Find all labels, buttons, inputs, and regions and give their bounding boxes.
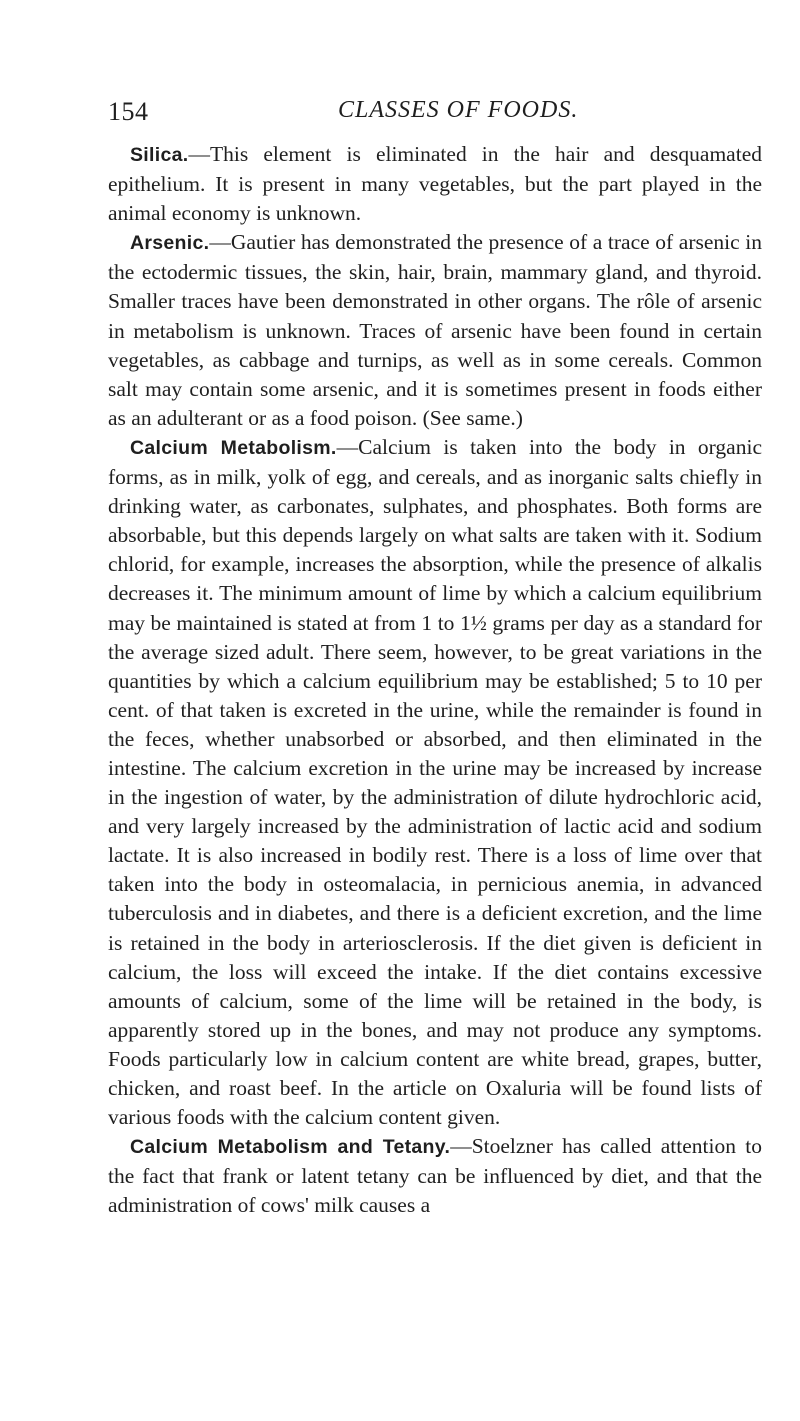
section-heading-calcium-metabolism: Calcium Metabolism. <box>130 436 337 459</box>
section-heading-arsenic: Arsenic. <box>130 232 210 255</box>
paragraph-text: —Gautier has demonstrated the presence of a trace of arsenic in the ectodermic tissues, the skin, hair, brain, mammary gland, and thyroid. Smaller traces have been demonstrated in other organs. The rôle of arsenic in metabolism is unknown. Traces of arsenic have been found in certain vegetables, as cabbage and turnips, as well as in some cereals. Common salt may contain some arsenic, and it is sometimes present in foods either as an adulterant or as a food poison. (See same.) <box>108 230 762 430</box>
section-heading-calcium-tetany: Calcium Metabolism and Tetany. <box>130 1136 451 1159</box>
body-text <box>108 140 762 1220</box>
paragraph-calcium-tetany <box>108 1132 762 1220</box>
paragraph-calcium-metabolism <box>108 433 762 1132</box>
paragraph-silica <box>108 140 762 228</box>
page-number: 154 <box>108 97 149 126</box>
paragraph-text: —Stoelzner has called attention to the fact that frank or latent tetany can be influenced by diet, and that the administration of cows' milk causes a <box>108 1134 762 1218</box>
paragraph-arsenic <box>108 228 762 433</box>
paragraph-text: —This element is eliminated in the hair and desquamated epithelium. It is present in many vegetables, but the part played in the animal economy is unknown. <box>108 142 762 226</box>
running-head: CLASSES OF FOODS. <box>338 97 579 123</box>
page-header <box>108 97 768 137</box>
section-heading-silica: Silica. <box>130 144 189 166</box>
paragraph-text: —Calcium is taken into the body in organic forms, as in milk, yolk of egg, and cereals, and as inorganic salts chiefly in drinking water, as carbonates, sulphates, and phosphates. Both forms are absorbable, but this depends largely on what salts are taken with it. Sodium chlorid, for example, increases the absorption, while the presence of alkalis decreases it. The minimum amount of lime by which a calcium equilibrium may be maintained is stated at from 1 to 1½ grams per day as a standard for the average sized adult. There seem, however, to be great variations in the quantities by which a calcium equilibrium may be established; 5 to 10 per cent. of that taken is excreted in the urine, while the remainder is found in the feces, whether unabsorbed or absorbed, and then eliminated in the intestine. The calcium excretion in the urine may be increased by increase in the ingestion of water, by the administration of dilute hydrochloric acid, and very largely increased by the administration of lactic acid and sodium lactate. It is also increased in bodily rest. There is a loss of lime over that taken into the body in osteomalacia, in pernicious anemia, in advanced tuberculosis and in diabetes, and there is a deficient excretion, and the lime is retained in the body in arteriosclerosis. If the diet given is deficient in calcium, the loss will exceed the intake. If the diet contains excessive amounts of calcium, some of the lime will be retained in the body, is apparently stored up in the bones, and may not produce any symptoms. Foods particularly low in calcium content are white bread, grapes, butter, chicken, and roast beef. In the article on Oxaluria will be found lists of various foods with the calcium content given. <box>108 434 762 1130</box>
